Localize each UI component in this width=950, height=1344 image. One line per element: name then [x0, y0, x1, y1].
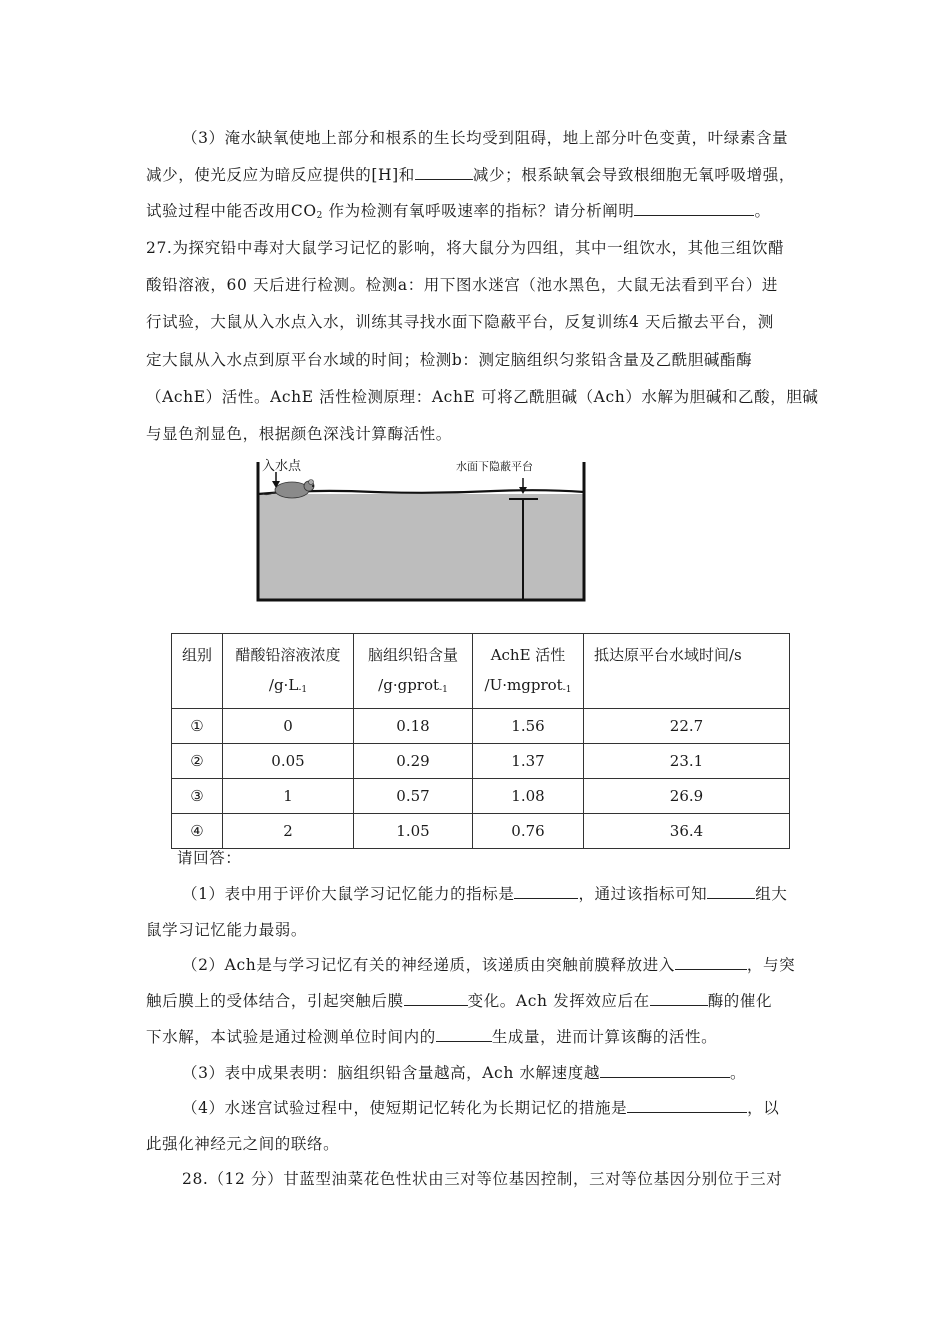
answer-4-line2: 此强化神经元之间的联络。 — [146, 1135, 340, 1153]
q26-3-line3: 试验过程中能否改用$CO_2$ 作为检测有氧呼吸速率的指标？请分析阐明 。 — [146, 202, 771, 221]
answer-blank[interactable] — [707, 884, 755, 899]
header-lead-acetate-concentration: 醋酸铅溶液浓度 $/g\cdot L_{-1}$ — [223, 634, 354, 709]
table-row: ① 0 0.18 1.56 22.7 — [172, 709, 790, 744]
table-row: ② 0.05 0.29 1.37 23.1 — [172, 744, 790, 779]
answer-3-line1: （3）表中成果表明：脑组织铅含量越高，Ach 水解速度越 。 — [182, 1064, 747, 1082]
water-maze-figure — [254, 458, 588, 604]
answer-blank[interactable] — [436, 1027, 492, 1042]
results-table — [171, 633, 790, 849]
answer-blank[interactable] — [415, 165, 473, 180]
water-body — [258, 494, 584, 600]
answer-blank[interactable] — [600, 1063, 730, 1078]
table-row: ③ 1 0.57 1.08 26.9 — [172, 779, 790, 814]
answer-blank[interactable] — [514, 884, 578, 899]
q28-line1: 28.（12 分）甘蓝型油菜花色性状由三对等位基因控制，三对等位基因分别位于三对 — [182, 1170, 783, 1188]
header-ache-activity: AchE 活性 /U·mgprot$_{-1}$ — [473, 634, 584, 709]
answer-prompt: 请回答： — [177, 849, 242, 867]
answer-1-line2: 鼠学习记忆能力最弱。 — [146, 921, 308, 939]
answer-blank[interactable] — [404, 991, 468, 1006]
q27-line4: 定大鼠从入水点到原平台水域的时间；检测b：测定脑组织匀浆铅含量及乙酰胆碱酯酶 — [146, 351, 753, 369]
q27-line5: （AchE）活性。AchE 活性检测原理：AchE 可将乙酰胆碱（Ach）水解为胆碱和乙酸，胆碱 — [146, 388, 819, 406]
answer-blank[interactable] — [627, 1098, 747, 1113]
header-time-to-platform: 抵达原平台水域时间/s — [584, 634, 790, 709]
entry-point-label: 入水点 — [262, 459, 302, 474]
q27-line1: 27.为探究铅中毒对大鼠学习记忆的影响，将大鼠分为四组，其中一组饮水，其他三组饮醋 — [146, 239, 785, 257]
answer-2-line3: 下水解，本试验是通过检测单位时间内的 生成量，进而计算该酶的活性。 — [146, 1028, 718, 1046]
q26-3-line2: 减少，使光反应为暗反应提供的[H]和 减少；根系缺氧会导致根细胞无氧呼吸增强， — [146, 166, 795, 184]
q27-line6: 与显色剂显色，根据颜色深浅计算酶活性。 — [146, 425, 452, 443]
answer-2-line1: （2）Ach是与学习记忆有关的神经递质，该递质由突触前膜释放进入 ，与突 — [182, 956, 796, 974]
table-row: ④ 2 1.05 0.76 36.4 — [172, 814, 790, 849]
answer-1-line1: （1）表中用于评价大鼠学习记忆能力的指标是 ，通过该指标可知 组大 — [182, 885, 788, 903]
hidden-platform-label: 水面下隐蔽平台 — [456, 460, 533, 473]
header-brain-lead-content: 脑组织铅含量 /g·gprot$_{-1}$ — [354, 634, 473, 709]
header-group: 组别 — [172, 634, 223, 709]
q26-3-line1: （3）淹水缺氧使地上部分和根系的生长均受到阻碍，地上部分叶色变黄，叶绿素含量 — [182, 129, 789, 147]
answer-blank[interactable] — [650, 991, 708, 1006]
q27-line2: 酸铅溶液，60 天后进行检测。检测a：用下图水迷宫（池水黑色，大鼠无法看到平台）进 — [146, 276, 778, 294]
answer-2-line2: 触后膜上的受体结合，引起突触后膜 变化。Ach 发挥效应后在 酶的催化 — [146, 992, 773, 1010]
answer-4-line1: （4）水迷宫试验过程中，使短期记忆转化为长期记忆的措施是 ，以 — [182, 1099, 780, 1117]
q27-line3: 行试验，大鼠从入水点入水，训练其寻找水面下隐蔽平台，反复训练4 天后撤去平台，测 — [146, 313, 774, 331]
answer-blank[interactable] — [634, 201, 754, 216]
table-header-row — [172, 634, 790, 709]
answer-blank[interactable] — [675, 955, 747, 970]
